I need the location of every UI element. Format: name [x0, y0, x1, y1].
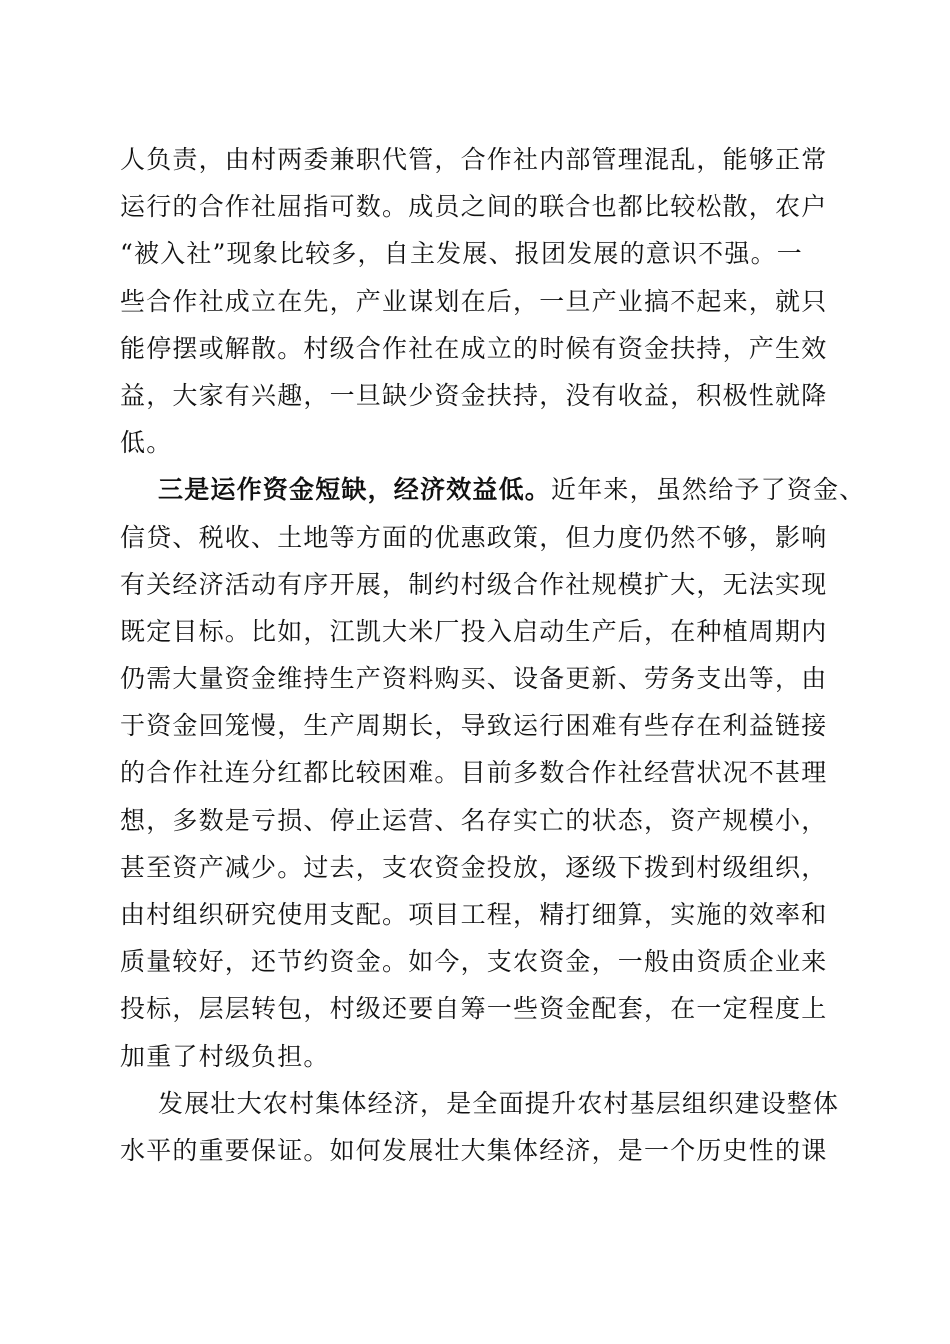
document-body: [120, 136, 866, 1174]
text-line: 想，多数是亏损、停止运营、名存实亡的状态，资产规模小，: [120, 805, 828, 835]
text-line: 能停摆或解散。村级合作社在成立的时候有资金扶持，产生效: [120, 333, 828, 363]
text-line: 由村组织研究使用支配。项目工程，精打细算，实施的效率和: [120, 900, 828, 929]
text-line: 有关经济活动有序开展，制约村级合作社规模扩大，无法实现: [120, 569, 828, 599]
text-line: 发展壮大农村集体经济，是全面提升农村基层组织建设整体: [158, 1088, 840, 1118]
text-line: 既定目标。比如，江凯大米厂投入启动生产后，在种植周期内: [120, 616, 828, 646]
paragraph-3: [120, 1080, 840, 1174]
text-line: 质量较好，还节约资金。如今，支农资金，一般由资质企业来: [120, 947, 828, 977]
text-line: 加重了村级负担。: [120, 1041, 330, 1071]
text-line: 投标，层层转包，村级还要自筹一些资金配套，在一定程度上: [120, 994, 828, 1024]
text-line: 人负责，由村两委兼职代管，合作社内部管理混乱，能够正常: [120, 145, 828, 174]
text-line: 益，大家有兴趣，一旦缺少资金扶持，没有收益，积极性就降: [120, 380, 828, 410]
text-line: 仍需大量资金维持生产资料购买、设备更新、劳务支出等，由: [120, 664, 828, 694]
text-line: 的合作社连分红都比较困难。目前多数合作社经营状况不甚理: [120, 758, 828, 788]
text-line: 些合作社成立在先，产业谋划在后，一旦产业搞不起来，就只: [120, 286, 828, 316]
text-line: “被入社”现象比较多，自主发展、报团发展的意识不强。一: [120, 239, 803, 269]
text-line: 于资金回笼慢，生产周期长，导致运行困难有些存在利益链接: [120, 711, 828, 741]
paragraph-1: [120, 136, 840, 466]
text-line: 信贷、税收、土地等方面的优惠政策，但力度仍然不够，影响: [120, 522, 828, 552]
paragraph-2: [120, 466, 866, 1079]
text-line: 运行的合作社屈指可数。成员之间的联合也都比较松散，农户: [120, 192, 828, 222]
text-line: [120, 466, 866, 513]
text-line: 低。: [120, 428, 173, 458]
text-span: 近年来，虽然给予了资金、: [551, 475, 866, 505]
paragraph-heading: 三是运作资金短缺，经济效益低。: [158, 475, 552, 505]
text-line: 甚至资产减少。过去，支农资金投放，逐级下拨到村级组织，: [120, 852, 828, 882]
text-line: 水平的重要保证。如何发展壮大集体经济，是一个历史性的课: [120, 1135, 828, 1165]
